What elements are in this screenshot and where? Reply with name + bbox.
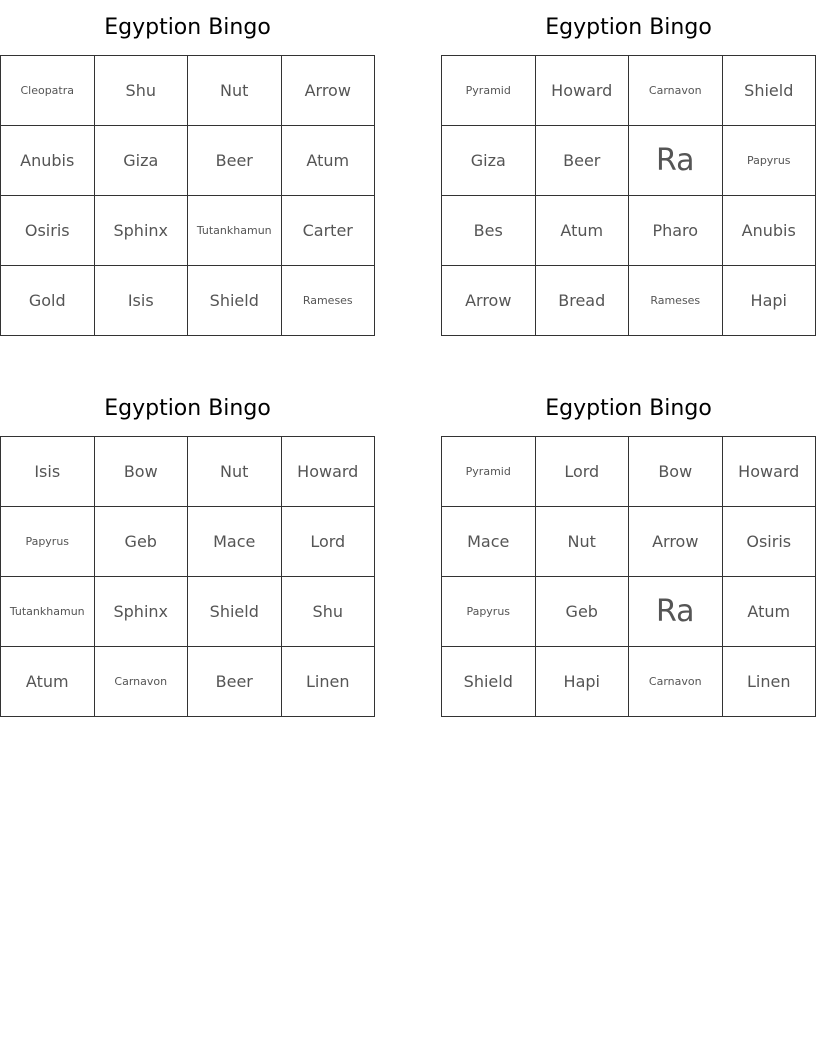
- bingo-cell: Anubis: [723, 196, 816, 266]
- bingo-cell: Cleopatra: [1, 56, 95, 126]
- bingo-cell: Gold: [1, 266, 95, 336]
- bingo-cell: Tutankhamun: [1, 577, 95, 647]
- bingo-grid: [0, 55, 375, 336]
- bingo-card-1: [0, 12, 375, 336]
- card-title: Egyption Bingo: [545, 15, 712, 40]
- bingo-card-2: [441, 12, 816, 336]
- bingo-cell: Arrow: [282, 56, 376, 126]
- bingo-cell: Howard: [723, 437, 816, 507]
- bingo-cell: Beer: [188, 126, 282, 196]
- bingo-cell-free: Ra: [629, 577, 723, 647]
- bingo-cell: Carnavon: [95, 647, 189, 717]
- bingo-cell: Beer: [188, 647, 282, 717]
- bingo-cell: Shield: [723, 56, 816, 126]
- bingo-cell: Papyrus: [1, 507, 95, 577]
- bingo-cell: Linen: [282, 647, 376, 717]
- bingo-cell: Hapi: [536, 647, 630, 717]
- bingo-cell: Bes: [442, 196, 536, 266]
- bingo-cell: Geb: [536, 577, 630, 647]
- bingo-cell: Osiris: [1, 196, 95, 266]
- bingo-cell: Geb: [95, 507, 189, 577]
- bingo-cell: Bread: [536, 266, 630, 336]
- bingo-cell: Hapi: [723, 266, 816, 336]
- bingo-cell-free: Ra: [629, 126, 723, 196]
- bingo-cell: Osiris: [723, 507, 816, 577]
- bingo-cell: Carnavon: [629, 56, 723, 126]
- bingo-card-3: [0, 393, 375, 717]
- bingo-cell: Lord: [536, 437, 630, 507]
- bingo-cell: Papyrus: [723, 126, 816, 196]
- bingo-cell: Tutankhamun: [188, 196, 282, 266]
- card-title: Egyption Bingo: [545, 396, 712, 421]
- bingo-cell: Beer: [536, 126, 630, 196]
- bingo-cell: Arrow: [629, 507, 723, 577]
- bingo-cell: Bow: [629, 437, 723, 507]
- bingo-cell: Pyramid: [442, 56, 536, 126]
- bingo-cell: Shu: [282, 577, 376, 647]
- bingo-cell: Nut: [188, 56, 282, 126]
- bingo-cell: Atum: [723, 577, 816, 647]
- bingo-grid: [441, 436, 816, 717]
- bingo-cell: Shu: [95, 56, 189, 126]
- bingo-cell: Giza: [442, 126, 536, 196]
- bingo-grid: [0, 436, 375, 717]
- bingo-cell: Atum: [1, 647, 95, 717]
- bingo-cell: Linen: [723, 647, 816, 717]
- bingo-cell: Howard: [282, 437, 376, 507]
- bingo-cell: Rameses: [629, 266, 723, 336]
- card-title: Egyption Bingo: [104, 396, 271, 421]
- bingo-cell: Nut: [188, 437, 282, 507]
- bingo-cell: Arrow: [442, 266, 536, 336]
- bingo-cell: Mace: [442, 507, 536, 577]
- bingo-cell: Pharo: [629, 196, 723, 266]
- bingo-cell: Howard: [536, 56, 630, 126]
- bingo-cell: Atum: [282, 126, 376, 196]
- bingo-cell: Isis: [1, 437, 95, 507]
- bingo-cell: Shield: [442, 647, 536, 717]
- bingo-cell: Pyramid: [442, 437, 536, 507]
- card-title: Egyption Bingo: [104, 15, 271, 40]
- bingo-cell: Isis: [95, 266, 189, 336]
- bingo-cell: Shield: [188, 577, 282, 647]
- bingo-grid: [441, 55, 816, 336]
- bingo-cell: Carter: [282, 196, 376, 266]
- bingo-cell: Shield: [188, 266, 282, 336]
- bingo-cell: Atum: [536, 196, 630, 266]
- bingo-cell: Mace: [188, 507, 282, 577]
- bingo-cell: Giza: [95, 126, 189, 196]
- bingo-cell: Bow: [95, 437, 189, 507]
- bingo-cell: Rameses: [282, 266, 376, 336]
- bingo-cell: Anubis: [1, 126, 95, 196]
- bingo-cell: Lord: [282, 507, 376, 577]
- bingo-cell: Sphinx: [95, 196, 189, 266]
- bingo-cell: Sphinx: [95, 577, 189, 647]
- bingo-card-4: [441, 393, 816, 717]
- bingo-cell: Papyrus: [442, 577, 536, 647]
- bingo-cell: Nut: [536, 507, 630, 577]
- bingo-cell: Carnavon: [629, 647, 723, 717]
